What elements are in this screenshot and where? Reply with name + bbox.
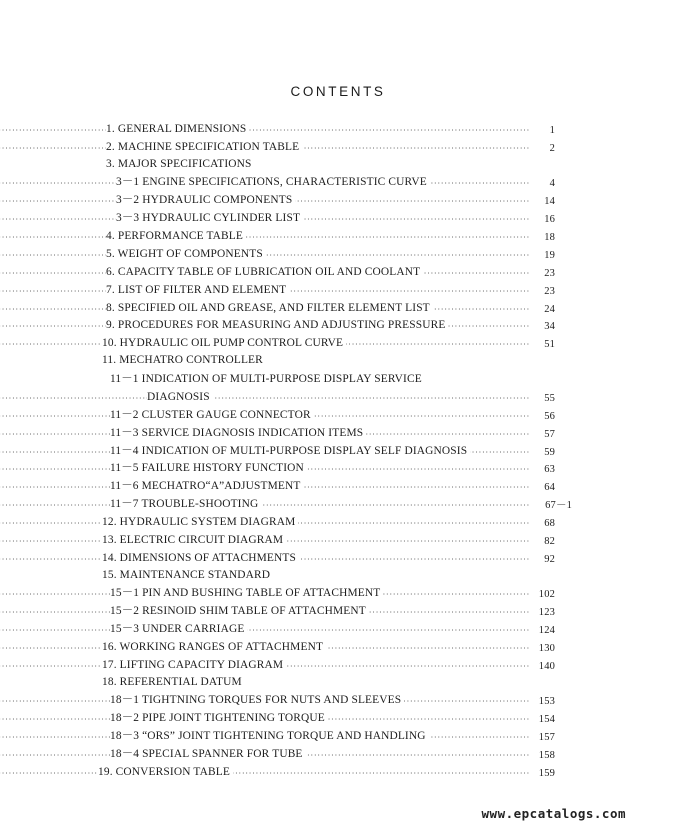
toc-entry[interactable] <box>0 443 676 460</box>
toc-entry[interactable] <box>0 514 676 531</box>
toc-entry-page: 154 <box>538 714 555 725</box>
toc-entry-label: 15－1 PIN AND BUSHING TABLE OF ATTACHMENT <box>110 585 383 602</box>
toc-entry[interactable] <box>0 692 676 709</box>
toc-entry[interactable] <box>0 746 676 763</box>
toc-entry[interactable] <box>0 335 676 352</box>
toc-entry-page: 51 <box>544 339 555 350</box>
toc-entry[interactable] <box>0 728 676 745</box>
toc-entry[interactable] <box>0 282 676 299</box>
toc-entry-page: 14 <box>544 196 555 207</box>
toc-entry-page: 67－1 <box>545 500 572 511</box>
toc-entry[interactable] <box>0 532 676 549</box>
toc-entry[interactable] <box>0 710 676 727</box>
toc-entry-label: 3－2 HYDRAULIC COMPONENTS <box>116 192 295 209</box>
toc-entry-label: 7. LIST OF FILTER AND ELEMENT <box>106 282 289 299</box>
toc-entry-label: DIAGNOSIS <box>147 389 213 406</box>
toc-entry-page: 18 <box>544 232 555 243</box>
toc-entry[interactable] <box>0 300 676 317</box>
toc-entry[interactable] <box>0 228 676 245</box>
dot-leader <box>0 764 530 781</box>
toc-entry-label: 11－5 FAILURE HISTORY FUNCTION <box>110 460 307 477</box>
toc-entry[interactable] <box>0 764 676 781</box>
toc-entry[interactable] <box>0 496 676 513</box>
dot-leader <box>0 389 530 406</box>
toc-entry-page: 157 <box>538 732 555 743</box>
toc-entry-label: 18－4 SPECIAL SPANNER FOR TUBE <box>110 746 306 763</box>
toc-entry[interactable] <box>0 264 676 281</box>
toc-entry[interactable] <box>0 371 676 388</box>
toc-entry-page: 123 <box>538 607 555 618</box>
toc-entry-page: 24 <box>544 304 555 315</box>
toc-entry-page: 23 <box>544 268 555 279</box>
toc-entry-label: 15. MAINTENANCE STANDARD <box>102 567 273 584</box>
toc-entry[interactable] <box>0 621 676 638</box>
toc-entry[interactable] <box>0 246 676 263</box>
toc-entry-label: 8. SPECIFIED OIL AND GREASE, AND FILTER ELEMENT LIST <box>106 300 433 317</box>
toc-entry-label: 9. PROCEDURES FOR MEASURING AND ADJUSTING PRESSURE <box>106 317 448 334</box>
toc-entry-page: 23 <box>544 286 555 297</box>
toc-entry-page: 64 <box>544 482 555 493</box>
toc-entry-page: 4 <box>549 178 555 189</box>
dot-leader <box>0 228 530 245</box>
toc-entry[interactable] <box>0 460 676 477</box>
toc-entry-page: 130 <box>538 643 555 654</box>
toc-entry-page: 124 <box>538 625 555 636</box>
toc-entry-label: 3－1 ENGINE SPECIFICATIONS, CHARACTERISTIC CURVE <box>116 174 430 191</box>
toc-entry-label: 4. PERFORMANCE TABLE <box>106 228 246 245</box>
toc-entry-label: 12. HYDRAULIC SYSTEM DIAGRAM <box>102 514 298 531</box>
toc-entry-page: 19 <box>544 250 555 261</box>
dot-leader <box>0 496 530 513</box>
toc-entry[interactable] <box>0 192 676 209</box>
toc-entry-page: 159 <box>538 768 555 779</box>
toc-entry-page: 158 <box>538 750 555 761</box>
toc-entry-label: 14. DIMENSIONS OF ATTACHMENTS <box>102 550 299 567</box>
toc-entry-label: 11－4 INDICATION OF MULTI-PURPOSE DISPLAY SELF DIAGNOSIS <box>110 443 470 460</box>
toc-entry[interactable] <box>0 425 676 442</box>
watermark-url: www.epcatalogs.com <box>481 806 626 821</box>
toc-entry-label: 18－3 “ORS” JOINT TIGHTENING TORQUE AND HANDLING <box>110 728 429 745</box>
toc-entry-page: 59 <box>544 447 555 458</box>
toc-entry-page: 16 <box>544 214 555 225</box>
toc-entry-page: 63 <box>544 464 555 475</box>
toc-entry-label: 17. LIFTING CAPACITY DIAGRAM <box>102 657 286 674</box>
toc-entry[interactable] <box>0 478 676 495</box>
toc-entry-label: 3－3 HYDRAULIC CYLINDER LIST <box>116 210 303 227</box>
toc-entry-label: 18. REFERENTIAL DATUM <box>102 674 245 691</box>
toc-entry-label: 15－3 UNDER CARRIAGE <box>110 621 247 638</box>
dot-leader <box>0 621 530 638</box>
toc-entry-label: 11－1 INDICATION OF MULTI-PURPOSE DISPLAY SERVICE <box>110 371 425 388</box>
toc-entry[interactable] <box>0 156 676 173</box>
toc-entry[interactable] <box>0 139 676 156</box>
toc-entry-label: 6. CAPACITY TABLE OF LUBRICATION OIL AND COOLANT <box>106 264 423 281</box>
toc-entry-page: 1 <box>549 125 555 136</box>
dot-leader <box>0 121 530 138</box>
toc-entry-page: 140 <box>538 661 555 672</box>
toc-entry-label: 11－7 TROUBLE-SHOOTING <box>110 496 261 513</box>
toc-entry[interactable] <box>0 639 676 656</box>
toc-entry-label: 18－1 TIGHTNING TORQUES FOR NUTS AND SLEEVES <box>110 692 404 709</box>
toc-entry-label: 11－3 SERVICE DIAGNOSIS INDICATION ITEMS <box>110 425 366 442</box>
toc-entry[interactable] <box>0 407 676 424</box>
toc-entry-label: 13. ELECTRIC CIRCUIT DIAGRAM <box>102 532 286 549</box>
toc-entry-page: 2 <box>549 143 555 154</box>
toc-entry-label: 11. MECHATRO CONTROLLER <box>102 352 266 369</box>
toc-entry-label: 11－6 MECHATRO“A”ADJUSTMENT <box>110 478 303 495</box>
toc-entry-label: 5. WEIGHT OF COMPONENTS <box>106 246 266 263</box>
toc-entry-page: 55 <box>544 393 555 404</box>
page-title: CONTENTS <box>290 84 386 99</box>
toc-entry-page: 68 <box>544 518 555 529</box>
toc-entry-page: 34 <box>544 321 555 332</box>
toc-entry-label: 3. MAJOR SPECIFICATIONS <box>106 156 255 173</box>
toc-entry-page: 57 <box>544 429 555 440</box>
toc-entry-label: 18－2 PIPE JOINT TIGHTENING TORQUE <box>110 710 328 727</box>
toc-entry[interactable] <box>0 352 676 369</box>
toc-entry-page: 82 <box>544 536 555 547</box>
toc-entry-page: 102 <box>538 589 555 600</box>
toc-entry[interactable] <box>0 657 676 674</box>
toc-entry-label: 15－2 RESINOID SHIM TABLE OF ATTACHMENT <box>110 603 369 620</box>
toc-entry-label: 16. WORKING RANGES OF ATTACHMENT <box>102 639 326 656</box>
toc-entry[interactable] <box>0 317 676 334</box>
toc-entry-page: 153 <box>538 696 555 707</box>
toc-entry-page: 92 <box>544 554 555 565</box>
toc-entry[interactable] <box>0 210 676 227</box>
toc-entry-label: 11－2 CLUSTER GAUGE CONNECTOR <box>110 407 314 424</box>
toc-entry-label: 1. GENERAL DIMENSIONS <box>106 121 249 138</box>
toc-entry-label: 2. MACHINE SPECIFICATION TABLE <box>106 139 302 156</box>
toc-entry[interactable] <box>0 674 676 691</box>
toc-entry[interactable] <box>0 174 676 191</box>
toc-entry[interactable] <box>0 121 676 138</box>
toc-entry[interactable] <box>0 585 676 602</box>
toc-entry[interactable] <box>0 389 676 406</box>
toc-entry-label: 10. HYDRAULIC OIL PUMP CONTROL CURVE <box>102 335 346 352</box>
toc-entry-label: 19. CONVERSION TABLE <box>98 764 233 781</box>
toc-entry[interactable] <box>0 603 676 620</box>
toc-entry[interactable] <box>0 567 676 584</box>
toc-entry-page: 56 <box>544 411 555 422</box>
toc-entry[interactable] <box>0 550 676 567</box>
